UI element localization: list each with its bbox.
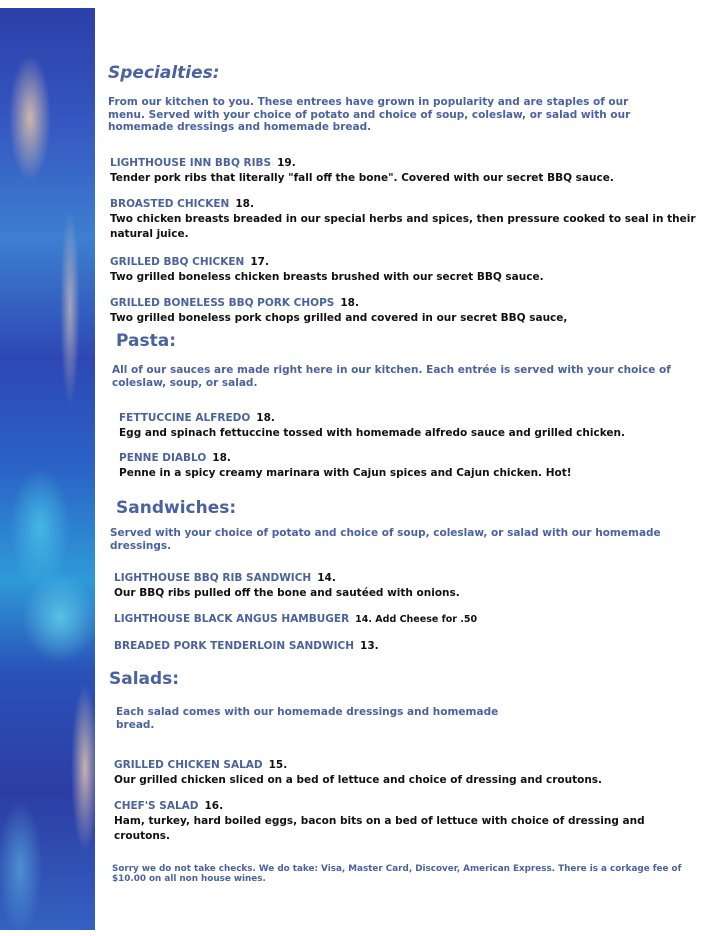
menu-item <box>110 291 700 326</box>
menu-item <box>110 151 700 186</box>
item-name: PENNE DIABLO <box>119 452 207 464</box>
item-price: 18. <box>235 198 254 210</box>
sandwiches-intro: Served with your choice of potato and choice of soup, coleslaw, or salad with our homemade dressings. <box>110 527 661 552</box>
item-description: Tender pork ribs that literally "fall off the bone". Covered with our secret BBQ sauce. <box>110 172 614 184</box>
item-price: 14. <box>317 572 336 584</box>
section-title-pasta: Pasta: <box>116 331 176 351</box>
item-name: LIGHTHOUSE BLACK ANGUS HAMBUGER <box>114 613 350 625</box>
menu-item <box>114 566 694 601</box>
salads-intro: Each salad comes with our homemade dressings and homemade bread. <box>116 706 499 731</box>
item-price: 18. <box>256 412 275 424</box>
item-name: LIGHTHOUSE BBQ RIB SANDWICH <box>114 572 312 584</box>
item-price: 18. <box>212 452 231 464</box>
item-name: FETTUCCINE ALFREDO <box>119 412 251 424</box>
menu-item <box>114 607 694 626</box>
item-price: 17. <box>250 256 269 268</box>
item-name: BREADED PORK TENDERLOIN SANDWICH <box>114 640 355 652</box>
item-price: 14. Add Cheese for .50 <box>355 614 478 625</box>
item-description: Two grilled boneless chicken breasts brushed with our secret BBQ sauce. <box>110 271 544 283</box>
menu-item <box>110 250 700 285</box>
item-price: 15. <box>268 759 288 771</box>
menu-item <box>114 634 694 653</box>
item-name: GRILLED CHICKEN SALAD <box>114 759 263 771</box>
specialties-intro: From our kitchen to you. These entrees have grown in popularity and are staples of our menu. Served with your choice of potato and choice of soup, coleslaw, or salad with our homemade dressings and homemade bread. <box>108 96 631 133</box>
item-name: BROASTED CHICKEN <box>110 198 230 210</box>
item-description: Two grilled boneless pork chops grilled and covered in our secret BBQ sauce, <box>110 312 568 324</box>
item-description: Egg and spinach fettuccine tossed with homemade alfredo sauce and grilled chicken. <box>119 427 625 439</box>
item-description: Our BBQ ribs pulled off the bone and sautéed with onions. <box>114 587 460 599</box>
item-price: 16. <box>204 800 224 812</box>
payment-footer-note: Sorry we do not take checks. We do take: Visa, Master Card, Discover, American Express. There is a corkage fee of $10.00 on all non house wines. <box>112 864 682 884</box>
item-description: Penne in a spicy creamy marinara with Cajun spices and Cajun chicken. Hot! <box>119 467 572 479</box>
item-description: Two chicken breasts breaded in our special herbs and spices, then pressure cooked to seal in their natural juice. <box>110 213 696 240</box>
section-title-sandwiches: Sandwiches: <box>116 498 237 518</box>
item-price: 18. <box>340 297 359 309</box>
item-name: GRILLED BONELESS BBQ PORK CHOPS <box>110 297 335 309</box>
item-name: CHEF'S SALAD <box>114 800 199 812</box>
menu-item <box>114 794 674 844</box>
item-name: LIGHTHOUSE INN BBQ RIBS <box>110 157 272 169</box>
item-description: Our grilled chicken sliced on a bed of lettuce and choice of dressing and croutons. <box>114 774 603 786</box>
decorative-marble-strip <box>0 8 95 930</box>
menu-item <box>114 753 694 788</box>
section-title-salads: Salads: <box>109 669 180 689</box>
menu-item <box>119 446 699 481</box>
item-price: 13. <box>360 640 379 652</box>
item-description: Ham, turkey, hard boiled eggs, bacon bits on a bed of lettuce with choice of dressing and croutons. <box>114 815 645 842</box>
menu-item <box>110 192 700 242</box>
section-title-specialties: Specialties: <box>108 63 220 83</box>
item-name: GRILLED BBQ CHICKEN <box>110 256 245 268</box>
item-price: 19. <box>277 157 296 169</box>
menu-item <box>119 406 699 441</box>
pasta-intro: All of our sauces are made right here in our kitchen. Each entrée is served with your choice of coleslaw, soup, or salad. <box>112 364 671 389</box>
